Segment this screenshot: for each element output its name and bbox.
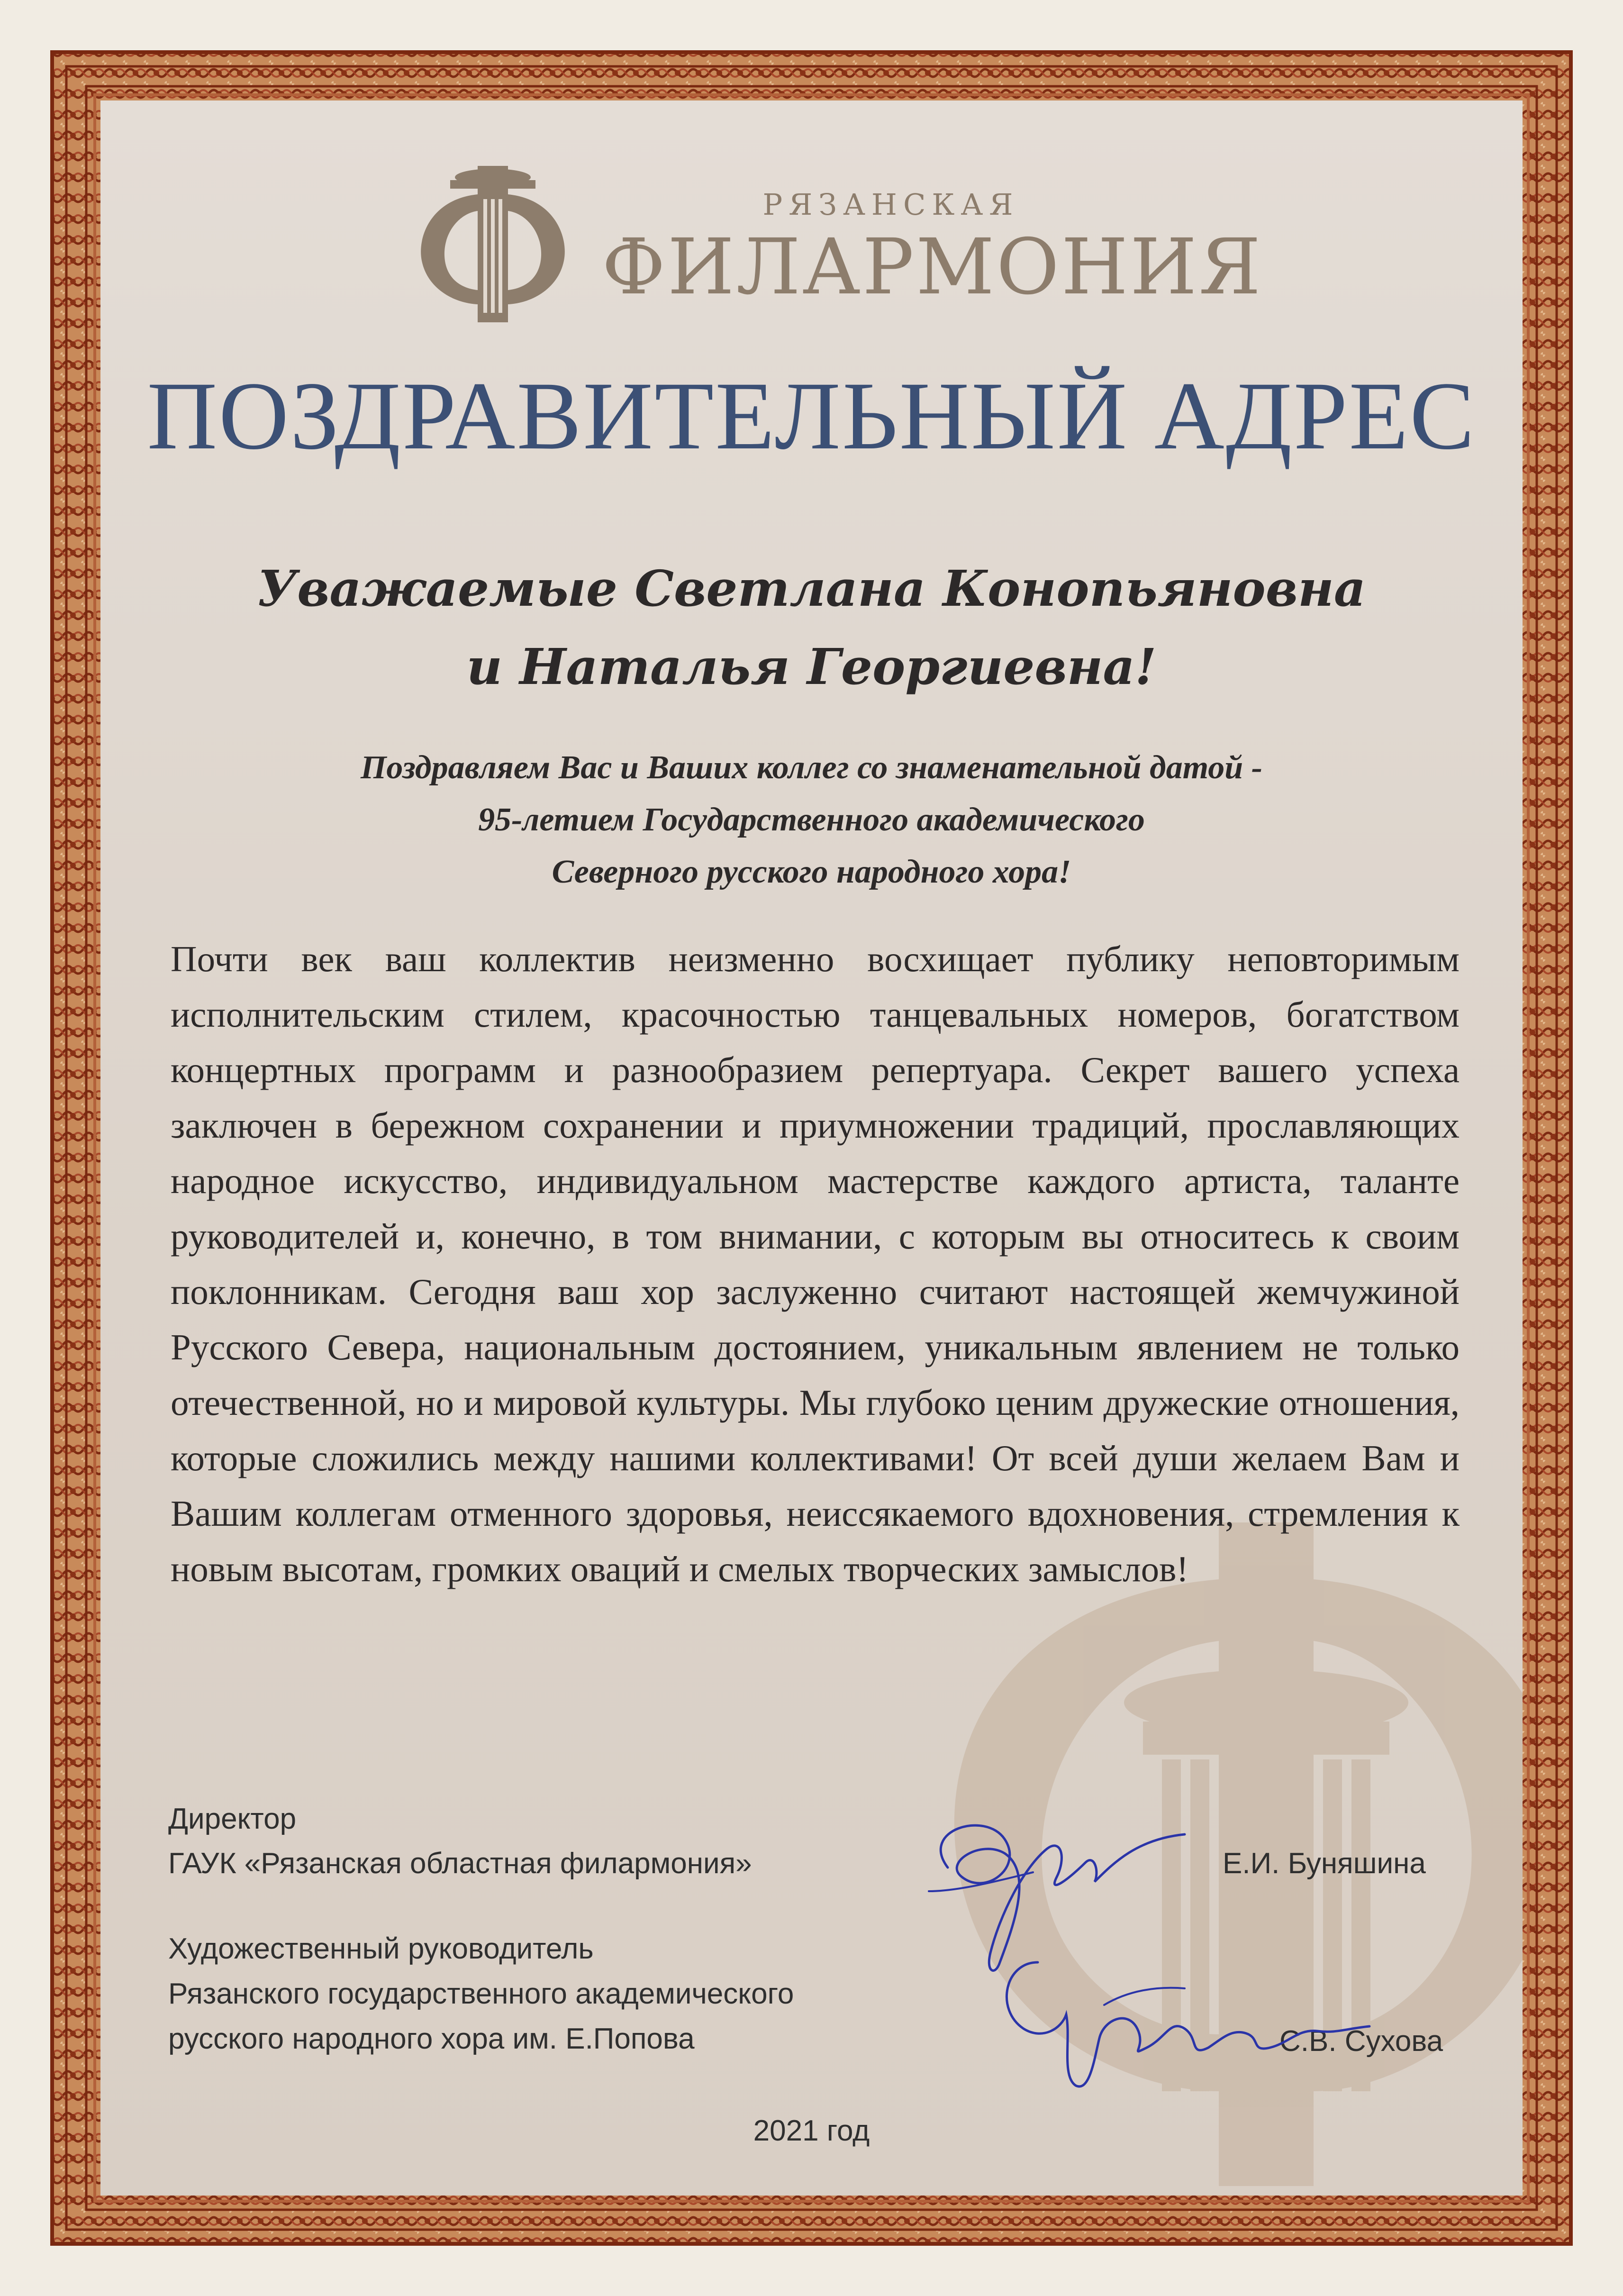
signatory-2-position: Художественный руководитель — [168, 1932, 594, 1965]
signatory-1-name: Е.И. Буняшина — [1223, 1847, 1426, 1880]
greeting-line-2: и Наталья Георгиевна! — [466, 638, 1157, 696]
congratulation-line-3: Северного русского народного хора! — [552, 854, 1071, 890]
congratulation-line-1: Поздравляем Вас и Ваших коллег со знаменательной датой - — [360, 749, 1263, 786]
document-year: 2021 год — [753, 2114, 870, 2147]
greeting-line-1: Уважаемые Светлана Конопьяновна — [257, 559, 1366, 618]
logo-subtitle: РЯЗАНСКАЯ — [762, 187, 1019, 222]
signatory-2-organization-line-1: Рязанского государственного академического — [168, 1977, 794, 2010]
congratulation-line-2: 95-летием Государственного академического — [478, 802, 1145, 838]
philharmonic-logo-icon — [417, 166, 569, 322]
congratulation-body: Почти век ваш коллектив неизменно восхищает публику неповторимым исполнительским стилем, красочностью танцевальных номеров, богатством концертных программ и разнообразием репертуара. Секрет вашего успеха заключен в бережном сохранении и приумножении традиций, прославляющих народное искусство, индивидуальном мастерстве каждого артиста, таланте руководителей и, конечно, в том внимании, с которым вы относитесь к своим поклонникам. Сегодня ваш хор заслуженно считают настоящей жемчужиной Русского Севера, национальным достоянием, уникальным явлением не только отечественной, но и мировой культуры. Мы глубоко ценим дружеские отношения, которые сложились между нашими коллективами! От всей души желаем Вам и Вашим коллегам отменного здоровья, неиссякаемого вдохновения, стремления к новым высотам, громких оваций и смелых творческих замыслов! — [171, 938, 1460, 1589]
signature-2 — [986, 1934, 1374, 2095]
signatory-1-organization: ГАУК «Рязанская областная филармония» — [168, 1847, 752, 1880]
logo-name: ФИЛАРМОНИЯ — [602, 223, 1263, 312]
document-title: ПОЗДРАВИТЕЛЬНЫЙ АДРЕС — [147, 362, 1476, 470]
signatory-2-organization-line-2: русского народного хора им. Е.Попова — [168, 2023, 695, 2055]
signatory-2-name: С.В. Сухова — [1279, 2025, 1443, 2058]
signatory-1-position: Директор — [168, 1803, 297, 1835]
